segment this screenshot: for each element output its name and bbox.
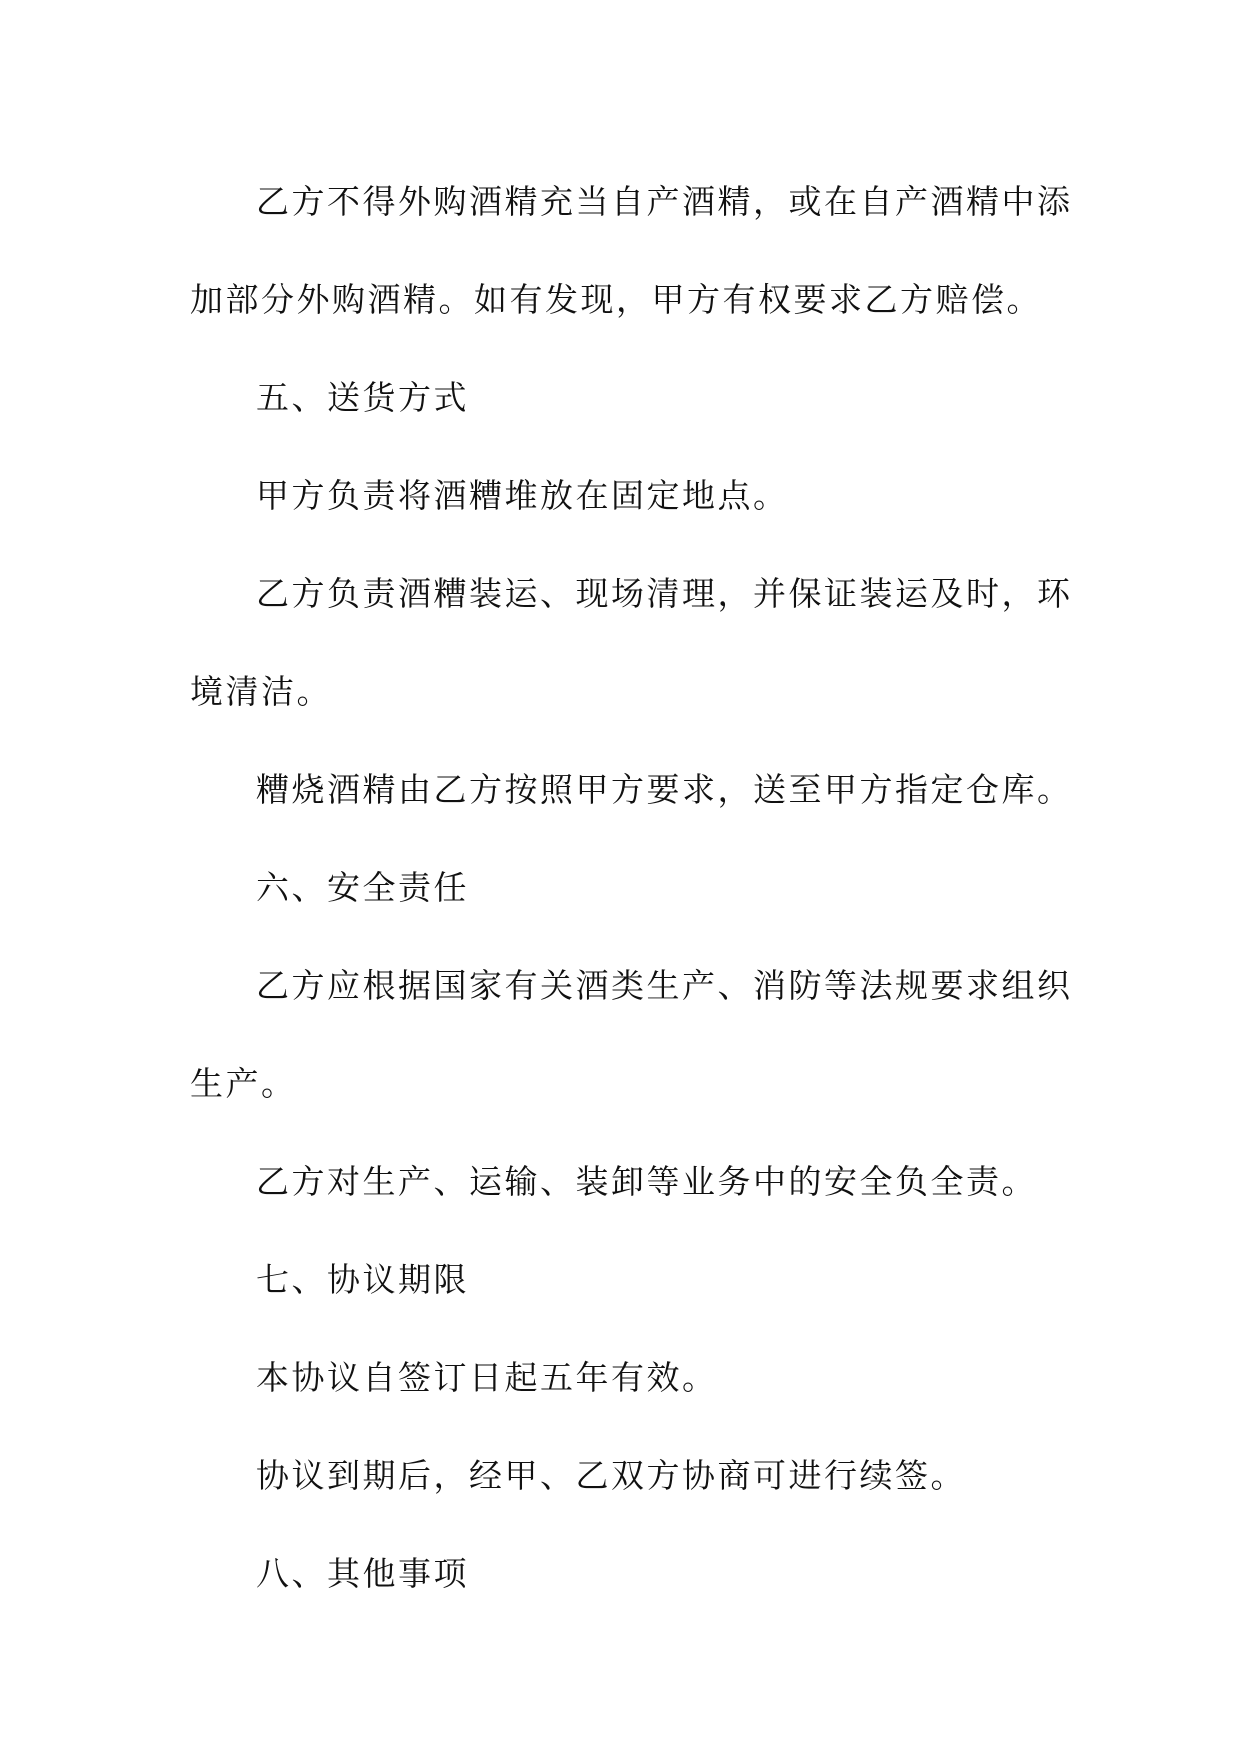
paragraph-line: 加部分外购酒精。如有发现，甲方有权要求乙方赔偿。 — [190, 280, 1042, 319]
paragraph-line: 糟烧酒精由乙方按照甲方要求，送至甲方指定仓库。 — [256, 770, 1073, 809]
paragraph-line: 协议到期后，经甲、乙双方协商可进行续签。 — [256, 1456, 966, 1495]
paragraph-line: 乙方应根据国家有关酒类生产、消防等法规要求组织 — [256, 966, 1073, 1005]
section-heading-5: 五、送货方式 — [256, 378, 469, 417]
paragraph-line: 乙方不得外购酒精充当自产酒精，或在自产酒精中添 — [256, 182, 1073, 221]
paragraph-line: 生产。 — [190, 1064, 297, 1103]
paragraph-line: 境清洁。 — [190, 672, 332, 711]
section-heading-8: 八、其他事项 — [256, 1554, 469, 1593]
paragraph-line: 甲方负责将酒糟堆放在固定地点。 — [256, 476, 789, 515]
section-heading-6: 六、安全责任 — [256, 868, 469, 907]
paragraph-line: 乙方对生产、运输、装卸等业务中的安全负全责。 — [256, 1162, 1037, 1201]
paragraph-line: 乙方负责酒糟装运、现场清理，并保证装运及时，环 — [256, 574, 1073, 613]
paragraph-line: 本协议自签订日起五年有效。 — [256, 1358, 718, 1397]
section-heading-7: 七、协议期限 — [256, 1260, 469, 1299]
